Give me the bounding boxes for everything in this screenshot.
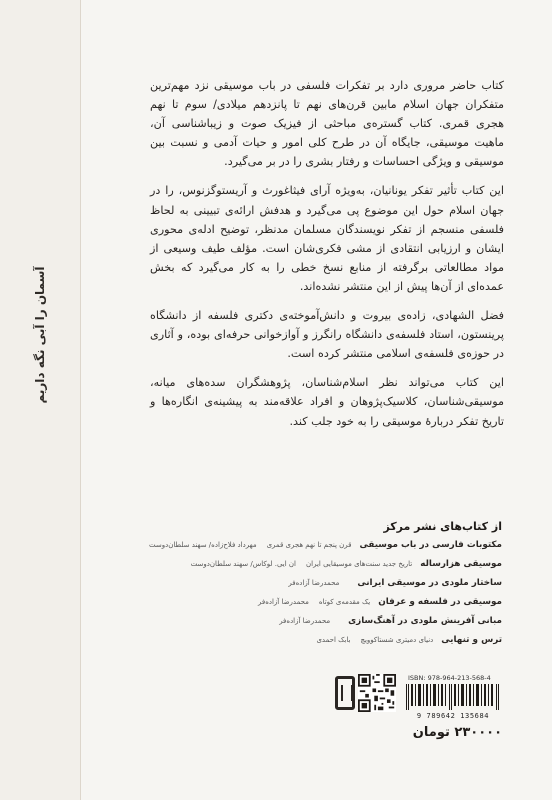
related-book-subtitle: یک مقدمه‌ی کوتاه [318,598,371,606]
barcode-icon [404,684,502,710]
related-books-list [149,540,502,654]
related-book-title: موسیقی در فلسفه و عرفان [378,597,502,607]
related-book-title: ساختار ملودی در موسیقی ایرانی [357,578,502,588]
related-book-author: محمدرضا آزاده‌فر [279,617,331,625]
related-book-title: مبانی آفرینش ملودی در آهنگ‌سازی [348,616,502,626]
price-label: ۲۳۰۰۰۰ تومان [412,725,502,740]
isbn-label: ISBN: 978-964-213-568-4 [408,674,491,682]
description-block [150,76,504,441]
description-paragraph: این کتاب تأثیر تفکر یونانیان، بەویژه آرای فیثاغورث و آریستوگزنوس، را در جهان اسلام حول این موضوع پی می‌گیرد و هدفش ارائه‌ی تبیینی به لحاظ فلسفی منسجم از تفکر نویسندگان مسلمان مدنظر، توضیح ادله‌ی محوری ایشان و ارزیابی انتقادی از مشی فکری‌شان است. مؤلف طیف وسیعی از مواد مطالعاتی برگرفته از منابع نسخ خطی را به کار می‌گیرد که بخش عمده‌ای از آن‌ها پیش از این منتشر نشده‌اند. [150,184,504,293]
related-book-item [175,616,502,635]
related-book-item [175,597,502,616]
barcode-number: 9 789642 135684 [416,712,490,720]
related-book-author: محمدرضا آزاده‌فر [288,579,340,587]
publisher-logo-icon [335,676,355,710]
related-book-author: بابک احمدی [316,636,351,644]
related-book-title: موسیقی هزارساله [420,559,502,569]
related-book-item [175,578,502,597]
related-book-author: مهرداد فلاح‌زاده/ سهند سلطان‌دوست [149,541,257,549]
related-books-heading: از کتاب‌های نشر مرکز [383,520,502,533]
spine-panel [0,0,81,800]
related-book-subtitle: قرن پنجم تا نهم هجری قمری [266,541,352,549]
related-book-title: مکتوبات فارسی در باب موسیقی [359,540,502,550]
related-book-author: محمدرضا آزاده‌فر [257,598,309,606]
related-book-item [175,635,502,654]
description-paragraph: این کتاب می‌تواند نظر اسلام‌شناسان، پژوهشگران سده‌های میانه، موسیقی‌شناسان، کلاسیک‌پژوهان و افراد علاقه‌مند به پیشینه‌ی انگاره‌ها و تاریخ تفکر دربارهٔ موسیقی را به خود جلب کند. [150,376,504,428]
related-book-item [175,559,502,578]
related-book-subtitle: دنیای دمیتری شستاکوویچ [360,636,434,644]
spine-title: آسمان را آبی نگه داریم [33,266,47,404]
description-paragraph: کتاب حاضر مروری دارد بر تفکرات فلسفی در باب موسیقی نزد مهم‌ترین متفکران جهان اسلام مابین قرن‌های نهم تا پانزدهم میلادی/ سوم تا نهم هجری قمری. کتاب گستره‌ی مباحثی از فیزیک صوت و زیباشناسی آن، ماهیت موسیقی، جایگاه آن در طرح کلی امور و حیات آدمی و نسبت بین موسیقی و ویژگی احساسات و رفتار بشری را در بر می‌گیرد. [150,79,504,169]
related-book-title: ترس و تنهایی [441,635,502,645]
description-paragraph: فضل الشهادی، زاده‌ی بیروت و دانش‌آموخته‌ی دکتری فلسفه از دانشگاه پرینستون، استاد فلسفه‌ی دانشگاه رانگرز و آوازخوانی حرفه‌ای بوده، و آثاری در حوزه‌ی فلسفه‌ی اسلامی منتشر کرده است. [150,309,504,361]
related-book-item [149,540,502,559]
related-book-author: ان ایی. لوکاس/ سهند سلطان‌دوست [190,560,296,568]
related-book-subtitle: تاریخ جدید سنت‌های موسیقایی ایران [306,560,413,568]
qr-code-icon [358,674,396,712]
